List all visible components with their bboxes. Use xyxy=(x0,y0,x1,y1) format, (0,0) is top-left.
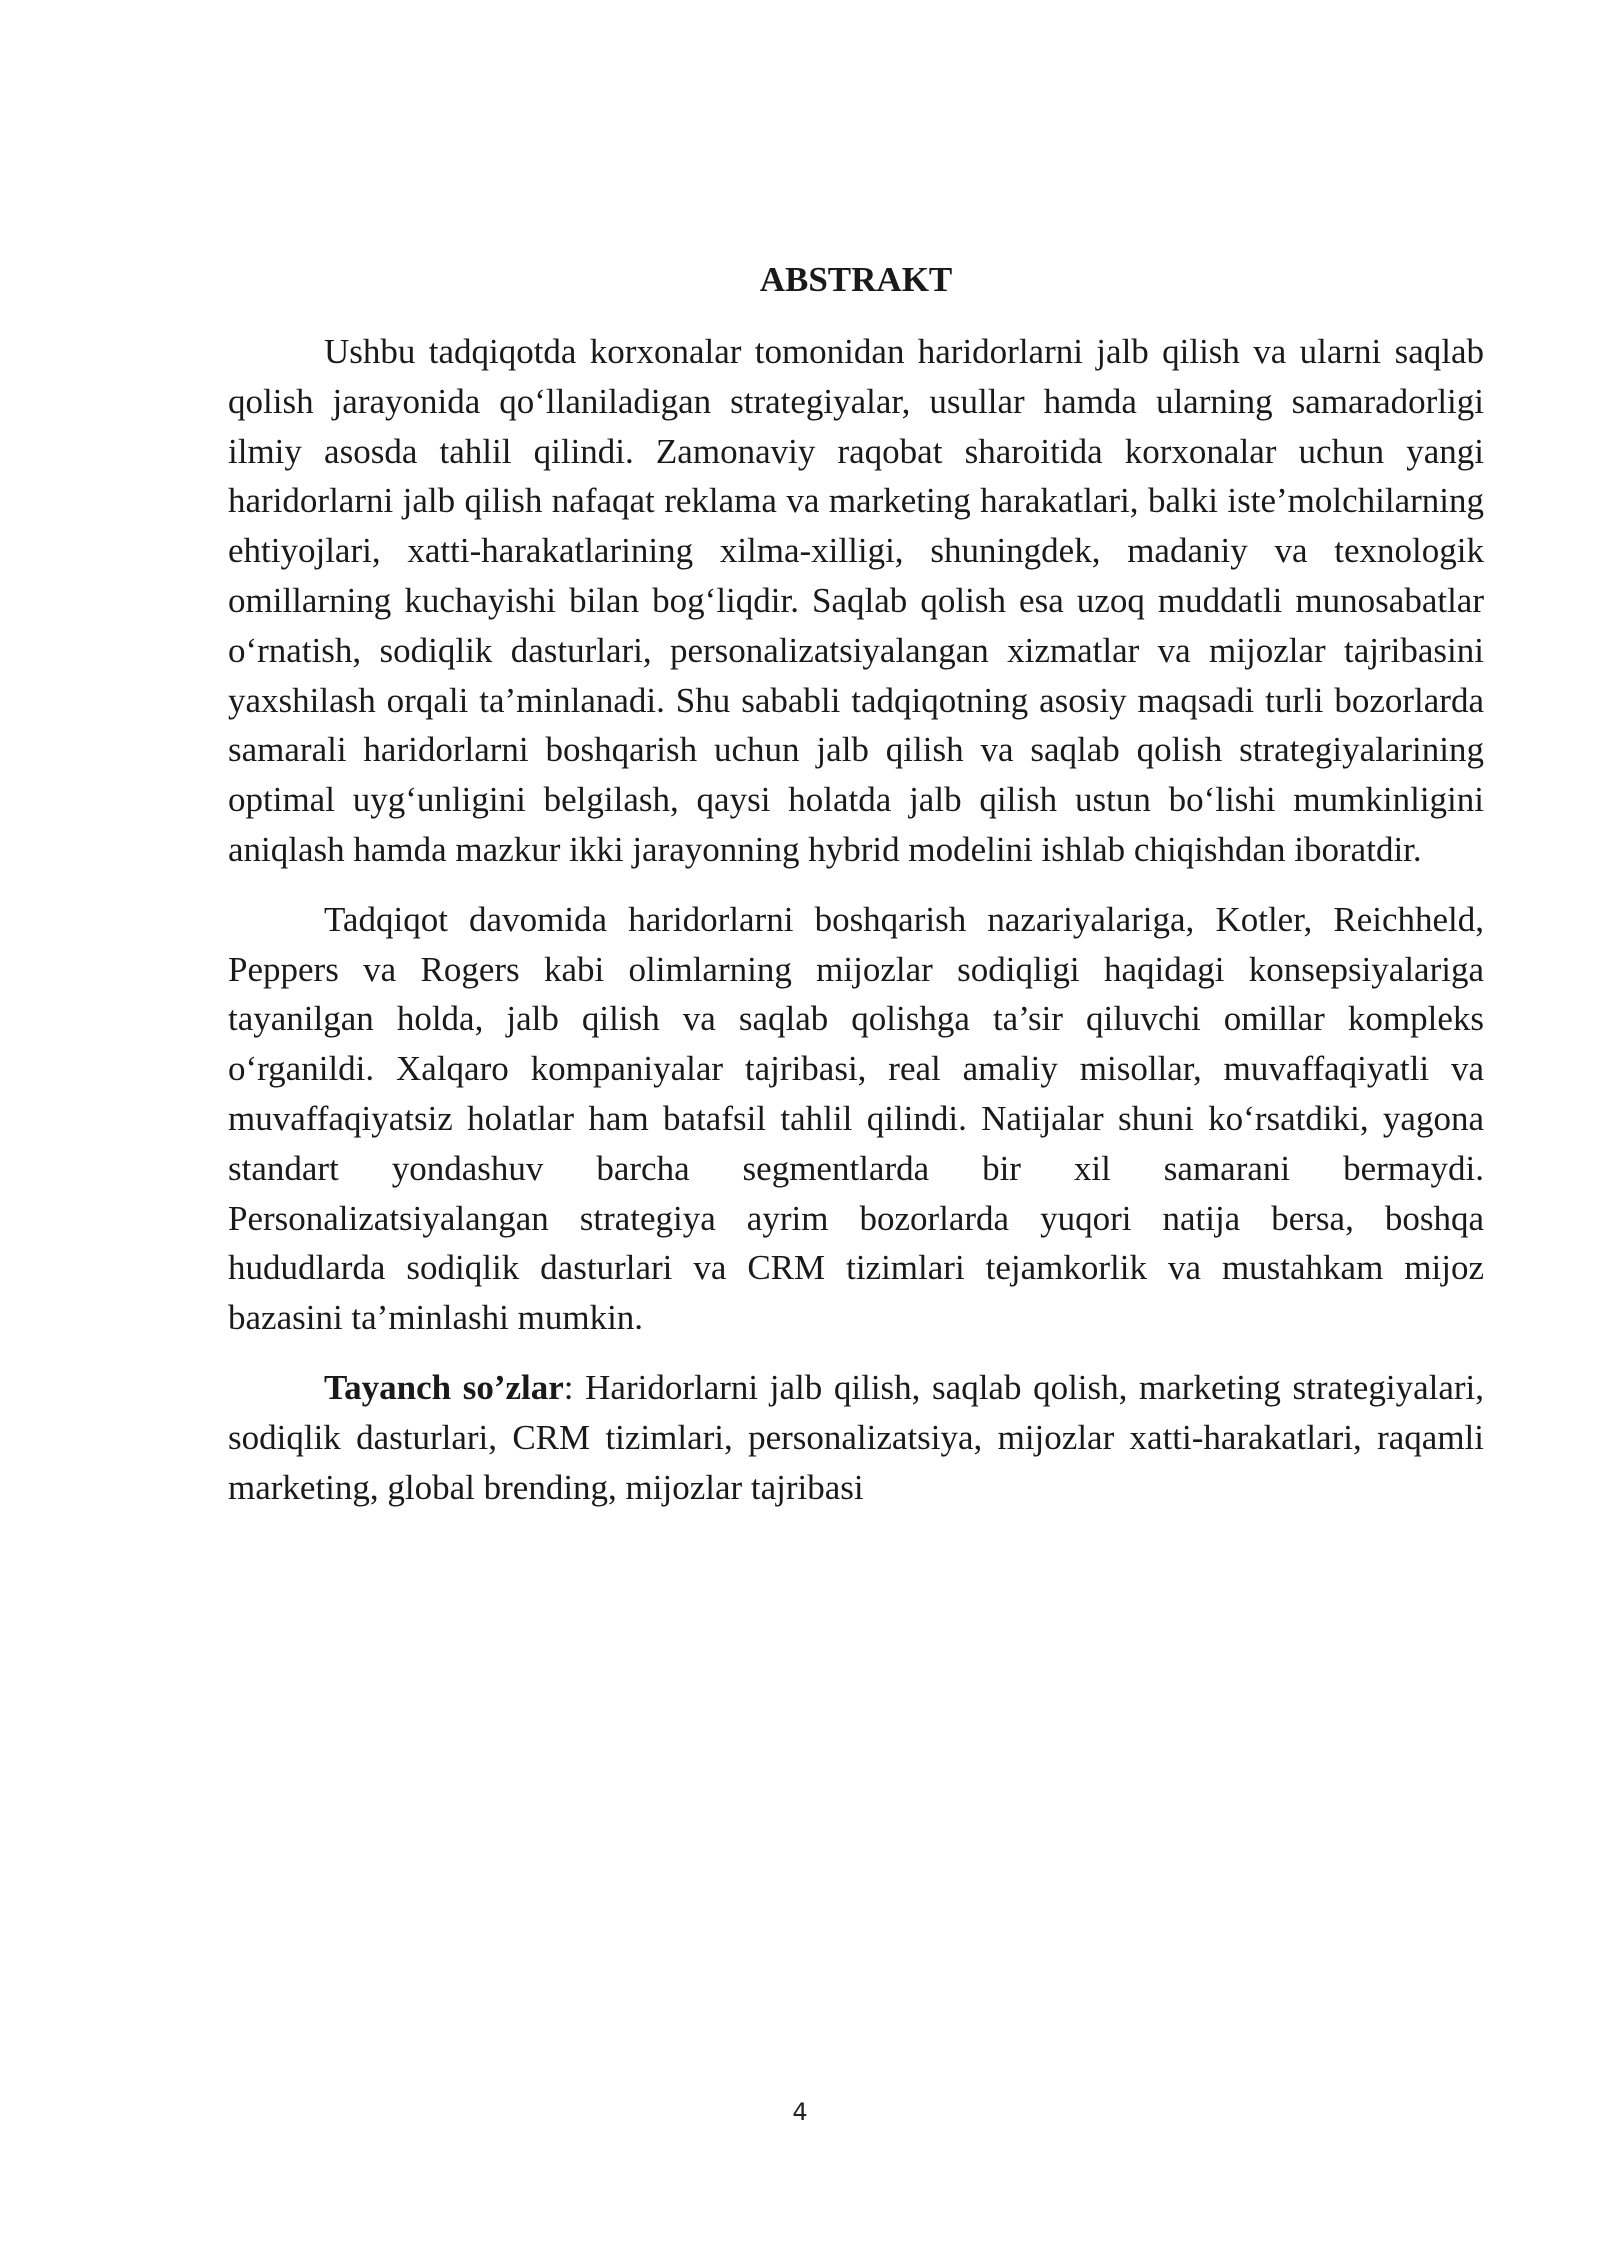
page-content xyxy=(228,255,1484,1532)
keywords-paragraph xyxy=(228,1363,1484,1512)
keywords-label: Tayanch so’zlar xyxy=(324,1367,564,1407)
page-number: 4 xyxy=(792,2098,808,2126)
abstract-paragraph-2: Tadqiqot davomida haridorlarni boshqarish nazariyalariga, Kotler, Reichheld, Peppers va Rogers kabi olimlarning mijozlar sodiqligi haqidagi konsepsiyalariga tayanilgan holda, jalb qilish va saqlab qolishga ta’sir qiluvchi omillar kompleks o‘rganildi. Xalqaro kompaniyalar tajribasi, real amaliy misollar, muvaffaqiyatli va muvaffaqiyatsiz holatlar ham batafsil tahlil qilindi. Natijalar shuni ko‘rsatdiki, yagona standart yondashuv barcha segmentlarda bir xil samarani bermaydi. Personalizatsiyalangan strategiya ayrim bozorlarda yuqori natija bersa, boshqa hududlarda sodiqlik dasturlari va CRM tizimlari tejamkorlik va mustahkam mijoz bazasini ta’minlashi mumkin. xyxy=(228,899,1484,1338)
abstract-title: ABSTRAKT xyxy=(759,260,953,299)
keywords-separator: : xyxy=(563,1367,574,1407)
keywords-text: Haridorlarni jalb qilish, saqlab qolish, marketing strategiyalari, sodiqlik dasturlari, CRM tizimlari, personalizatsiya, mijozlar xatti-harakatlari, raqamli marketing, global brending, mijozlar tajribasi xyxy=(228,1367,1484,1507)
abstract-paragraph-1: Ushbu tadqiqotda korxonalar tomonidan haridorlarni jalb qilish va ularni saqlab qolish jarayonida qo‘llaniladigan strategiyalar, usullar hamda ularning samaradorligi ilmiy asosda tahlil qilindi. Zamonaviy raqobat sharoitida korxonalar uchun yangi haridorlarni jalb qilish nafaqat reklama va marketing harakatlari, balki iste’molchilarning ehtiyojlari, xatti-harakatlarining xilma-xilligi, shuningdek, madaniy va texnologik omillarning kuchayishi bilan bog‘liqdir. Saqlab qolish esa uzoq muddatli munosabatlar o‘rnatish, sodiqlik dasturlari, personalizatsiyalangan xizmatlar va mijozlar tajribasini yaxshilash orqali ta’minlanadi. Shu sababli tadqiqotning asosiy maqsadi turli bozorlarda samarali haridorlarni boshqarish uchun jalb qilish va saqlab qolish strategiyalarining optimal uyg‘unligini belgilash, qaysi holatda jalb qilish ustun bo‘lishi mumkinligini aniqlash hamda mazkur ikki jarayonning hybrid modelini ishlab chiqishdan iboratdir. xyxy=(228,332,1484,869)
